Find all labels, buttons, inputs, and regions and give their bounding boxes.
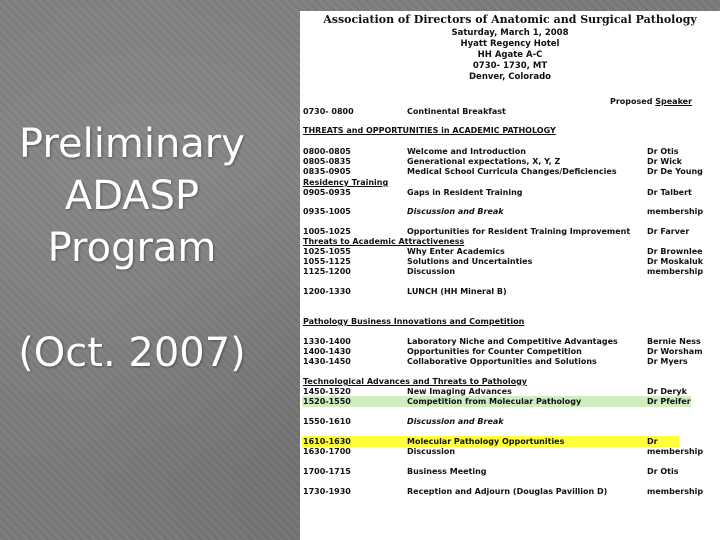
speaker-label: Speaker bbox=[655, 97, 693, 106]
row-time: 1125-1200 bbox=[303, 267, 351, 276]
row-title: Molecular Pathology Opportunities bbox=[407, 437, 565, 446]
schedule-row bbox=[303, 267, 715, 277]
schedule-row bbox=[303, 447, 715, 457]
document-date: Saturday, March 1, 2008 bbox=[451, 28, 569, 38]
row-title: Opportunities for Resident Training Improvement bbox=[407, 227, 631, 236]
document-room: HH Agate A-C bbox=[477, 50, 543, 60]
schedule-row bbox=[303, 397, 715, 407]
schedule-row bbox=[303, 417, 715, 427]
row-time: 1630-1700 bbox=[303, 447, 351, 456]
row-time: 1400-1430 bbox=[303, 347, 351, 356]
row-title: Discussion bbox=[407, 447, 456, 456]
row-title: New Imaging Advances bbox=[407, 387, 512, 396]
row-title: Discussion bbox=[407, 267, 456, 276]
document-hours: 0730- 1730, MT bbox=[472, 61, 548, 71]
row-time: 0730- 0800 bbox=[303, 107, 354, 116]
row-title: Continental Breakfast bbox=[407, 107, 506, 116]
row-speaker: Dr Otis bbox=[647, 147, 679, 156]
schedule-row bbox=[303, 347, 715, 357]
row-title: Competition from Molecular Pathology bbox=[407, 397, 582, 406]
row-speaker: Dr Moskaluk bbox=[647, 257, 704, 266]
row-time: 1520-1550 bbox=[303, 397, 351, 406]
row-speaker: Dr Worsham bbox=[647, 347, 703, 356]
row-title: Solutions and Uncertainties bbox=[407, 257, 533, 266]
program-document bbox=[300, 11, 720, 540]
schedule-row bbox=[303, 357, 715, 367]
section-heading: THREATS and OPPORTUNITIES in ACADEMIC PATHOLOGY bbox=[303, 126, 556, 135]
row-time: 1730-1930 bbox=[303, 487, 351, 496]
schedule-row bbox=[303, 437, 715, 447]
row-time: 1430-1450 bbox=[303, 357, 351, 366]
row-title: Discussion and Break bbox=[407, 207, 504, 216]
document-title: Association of Directors of Anatomic and Surgical Pathology bbox=[323, 13, 697, 26]
section-heading: Residency Training bbox=[303, 178, 389, 187]
row-speaker: Dr De Young bbox=[647, 167, 703, 176]
schedule-row bbox=[303, 227, 715, 237]
row-time: 0800-0805 bbox=[303, 147, 351, 156]
row-speaker: membership bbox=[647, 447, 704, 456]
row-speaker: Dr Farver bbox=[647, 227, 690, 236]
row-time: 0905-0935 bbox=[303, 188, 351, 197]
row-speaker: Dr Brownlee bbox=[647, 247, 703, 256]
row-speaker: membership bbox=[647, 487, 704, 496]
proposed-label: Proposed bbox=[610, 97, 653, 106]
row-speaker: Dr Deryk bbox=[647, 387, 687, 396]
row-time: 1550-1610 bbox=[303, 417, 351, 426]
row-time: 0835-0905 bbox=[303, 167, 351, 176]
schedule-row bbox=[303, 188, 715, 198]
document-location: Denver, Colorado bbox=[469, 72, 551, 82]
row-speaker: membership bbox=[647, 207, 704, 216]
schedule-row bbox=[303, 487, 715, 497]
row-title: LUNCH (HH Mineral B) bbox=[407, 287, 507, 296]
row-speaker: Dr Myers bbox=[647, 357, 688, 366]
row-title: Discussion and Break bbox=[407, 417, 504, 426]
section-heading: Pathology Business Innovations and Competition bbox=[303, 317, 525, 326]
row-time: 1330-1400 bbox=[303, 337, 351, 346]
schedule-row bbox=[303, 257, 715, 267]
row-time: 0805-0835 bbox=[303, 157, 351, 166]
row-speaker: Dr Pfeifer bbox=[647, 397, 691, 406]
section-heading: Threats to Academic Attractiveness bbox=[303, 237, 465, 246]
row-title: Business Meeting bbox=[407, 467, 487, 476]
row-title: Generational expectations, X, Y, Z bbox=[407, 157, 561, 166]
schedule-row bbox=[303, 337, 715, 347]
row-speaker: membership bbox=[647, 267, 704, 276]
slide-subtitle: (Oct. 2007) bbox=[18, 330, 246, 376]
row-speaker: Dr Talbert bbox=[647, 188, 692, 197]
row-speaker: Dr Wick bbox=[647, 157, 682, 166]
document-venue: Hyatt Regency Hotel bbox=[460, 39, 560, 49]
row-title: Gaps in Resident Training bbox=[407, 188, 523, 197]
row-speaker: Dr Otis bbox=[647, 467, 679, 476]
slide-title-line: ADASP bbox=[64, 173, 200, 219]
row-time: 1610-1630 bbox=[303, 437, 351, 446]
schedule-row bbox=[303, 247, 715, 257]
schedule-row bbox=[303, 287, 715, 297]
row-time: 1025-1055 bbox=[303, 247, 351, 256]
row-speaker: Bernie Ness bbox=[647, 337, 701, 346]
row-title: Opportunities for Counter Competition bbox=[407, 347, 582, 356]
row-title: Why Enter Academics bbox=[407, 247, 505, 256]
schedule-row bbox=[303, 147, 715, 157]
row-time: 1005-1025 bbox=[303, 227, 351, 236]
row-time: 1450-1520 bbox=[303, 387, 351, 396]
row-speaker: Dr bbox=[647, 437, 658, 446]
row-title: Reception and Adjourn (Douglas Pavillion D) bbox=[407, 487, 608, 496]
slide-title-line: Preliminary bbox=[19, 121, 245, 167]
row-title: Laboratory Niche and Competitive Advantages bbox=[407, 337, 618, 346]
section-heading: Technological Advances and Threats to Pathology bbox=[303, 377, 528, 386]
schedule-row bbox=[303, 467, 715, 477]
row-title: Welcome and Introduction bbox=[407, 147, 526, 156]
schedule-row bbox=[303, 167, 715, 177]
row-time: 0935-1005 bbox=[303, 207, 351, 216]
schedule-row bbox=[303, 387, 715, 397]
slide-title bbox=[14, 118, 250, 274]
schedule-row bbox=[303, 157, 715, 167]
proposed-speaker-heading bbox=[610, 97, 692, 106]
schedule-row bbox=[303, 107, 715, 117]
row-title: Medical School Curricula Changes/Deficiencies bbox=[407, 167, 617, 176]
row-time: 1700-1715 bbox=[303, 467, 351, 476]
slide-title-line: Program bbox=[47, 225, 217, 271]
row-title: Collaborative Opportunities and Solutions bbox=[407, 357, 597, 366]
row-time: 1200-1330 bbox=[303, 287, 351, 296]
row-time: 1055-1125 bbox=[303, 257, 351, 266]
schedule-row bbox=[303, 207, 715, 217]
